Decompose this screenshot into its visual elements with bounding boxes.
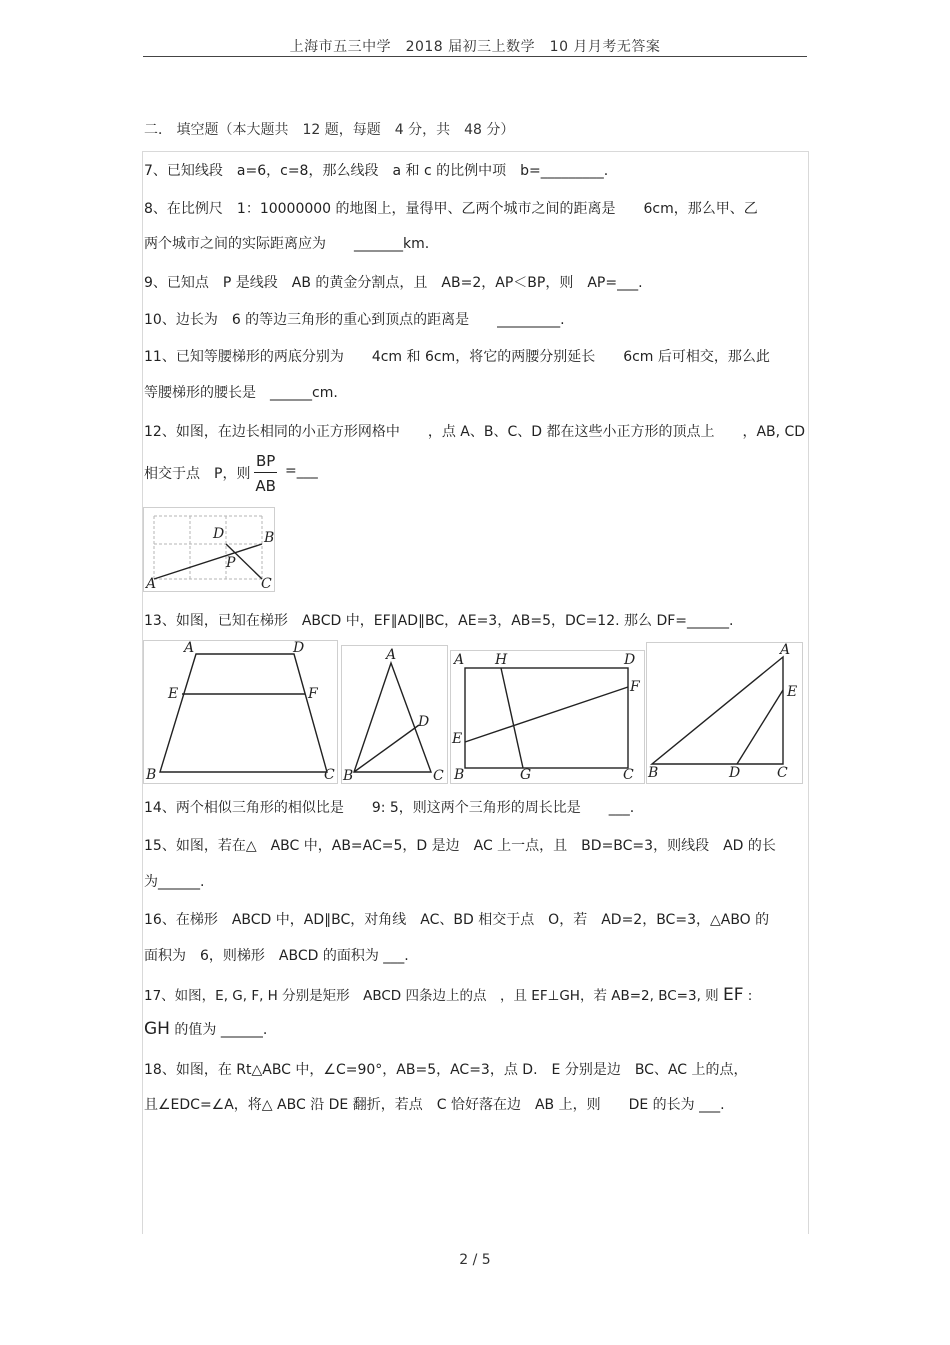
trapezoid-label-a: A xyxy=(184,641,195,656)
question-17-line-2 xyxy=(144,1019,267,1039)
section-title: 二． 填空题（本大题共 12 题，每题 4 分，共 48 分） xyxy=(144,122,515,138)
grid-label-a: A xyxy=(146,576,157,591)
question-18-line-2: 且∠EDC=∠A，将△ ABC 沿 DE 翻折，若点 C 恰好落在边 AB 上，则 DE 的长为 ___. xyxy=(144,1097,725,1113)
question-8-line-1: 8、在比例尺 1：10000000 的地图上，量得甲、乙两个城市之间的距离是 6cm，那么甲、乙 xyxy=(144,201,758,217)
rectangle-label-h: H xyxy=(495,652,508,668)
question-15-line-2: 为______. xyxy=(144,874,205,890)
right-triangle-label-c: C xyxy=(777,765,788,781)
grid-label-d: D xyxy=(213,526,225,542)
grid-label-b: B xyxy=(264,530,274,546)
rectangle-label-a: A xyxy=(454,652,465,668)
trapezoid-label-f: F xyxy=(308,686,318,702)
question-15-line-1: 15、如图，若在△ ABC 中，AB=AC=5，D 是边 AC 上一点，且 BD=BC=3，则线段 AD 的长 xyxy=(144,838,776,854)
triangle-label-d: D xyxy=(418,714,430,730)
fraction-bp-ab xyxy=(254,452,277,495)
question-16-line-2: 面积为 6，则梯形 ABCD 的面积为 ___. xyxy=(144,948,409,964)
question-12-line-1: 12、如图，在边长相同的小正方形网格中 ，点 A、B、C、D 都在这些小正方形的顶点上 ，AB, CD xyxy=(144,424,806,440)
question-17-line-1 xyxy=(144,984,752,1005)
figure-rectangle xyxy=(450,650,645,784)
trapezoid-label-c: C xyxy=(324,767,335,783)
question-7: 7、已知线段 a=6，c=8，那么线段 a 和 c 的比例中项 b=_________. xyxy=(144,163,609,179)
fraction-denominator: AB xyxy=(255,477,276,495)
rectangle-label-g: G xyxy=(520,767,532,783)
question-13: 13、如图，已知在梯形 ABCD 中，EF∥AD∥BC，AE=3，AB=5，DC=12. 那么 DF=______. xyxy=(144,613,734,629)
triangle-label-b: B xyxy=(343,768,354,783)
question-17-ef: EF xyxy=(722,985,744,1005)
fraction-numerator: BP xyxy=(254,452,277,473)
right-triangle-label-a: A xyxy=(780,643,791,658)
question-9: 9、已知点 P 是线段 AB 的黄金分割点，且 AB=2，AP＜BP，则 AP=___. xyxy=(144,275,643,291)
page-header: 上海市五三中学 2018 届初三上数学 10 月月考无答案 xyxy=(289,39,661,55)
page-number: 2 / 5 xyxy=(459,1252,491,1268)
rectangle-label-c: C xyxy=(623,767,634,783)
question-12-line-2-prefix: 相交于点 P，则 xyxy=(144,466,251,482)
right-triangle-label-b: B xyxy=(648,765,659,781)
question-12-line-2-suffix: =___ xyxy=(285,463,318,479)
question-18-line-1: 18、如图，在 Rt△ABC 中，∠C=90°，AB=5，AC=3，点 D. E 分别是边 BC、AC 上的点， xyxy=(144,1062,748,1078)
right-triangle-label-e: E xyxy=(787,684,798,700)
question-10: 10、边长为 6 的等边三角形的重心到顶点的距离是 _________. xyxy=(144,312,565,328)
rectangle-label-e: E xyxy=(452,731,463,747)
question-17-colon: : xyxy=(747,988,753,1004)
grid-label-p: P xyxy=(226,555,236,571)
question-17-text: 17、如图，E, G, F, H 分别是矩形 ABCD 四条边上的点 ，且 EF⊥GH，若 AB=2, BC=3, 则 xyxy=(144,988,719,1004)
question-17-value-text: 的值为 ______. xyxy=(169,1022,268,1038)
question-8-line-2: 两个城市之间的实际距离应为 _______km. xyxy=(144,236,430,252)
figure-grid xyxy=(143,507,275,592)
figure-triangle xyxy=(341,645,448,784)
question-14: 14、两个相似三角形的相似比是 9: 5，则这两个三角形的周长比是 ___. xyxy=(144,800,635,816)
figure-right-triangle xyxy=(646,642,803,784)
figure-trapezoid xyxy=(143,640,338,784)
header-rule xyxy=(143,56,807,57)
rectangle-label-d: D xyxy=(624,652,636,668)
question-16-line-1: 16、在梯形 ABCD 中，AD∥BC，对角线 AC、BD 相交于点 O，若 AD=2，BC=3，△ABO 的 xyxy=(144,912,770,928)
triangle-label-c: C xyxy=(433,768,444,783)
trapezoid-label-e: E xyxy=(168,686,179,702)
grid-label-c: C xyxy=(261,576,272,591)
right-triangle-label-d: D xyxy=(729,765,741,781)
question-17-gh: GH xyxy=(144,1019,170,1039)
rectangle-label-b: B xyxy=(454,767,465,783)
question-11-line-2: 等腰梯形的腰长是 ______cm. xyxy=(144,385,338,401)
triangle-label-a: A xyxy=(386,647,397,663)
trapezoid-label-b: B xyxy=(146,767,157,783)
trapezoid-label-d: D xyxy=(293,641,305,656)
rectangle-label-f: F xyxy=(630,679,640,695)
question-11-line-1: 11、已知等腰梯形的两底分别为 4cm 和 6cm，将它的两腰分别延长 6cm 后可相交，那么此 xyxy=(144,349,770,365)
